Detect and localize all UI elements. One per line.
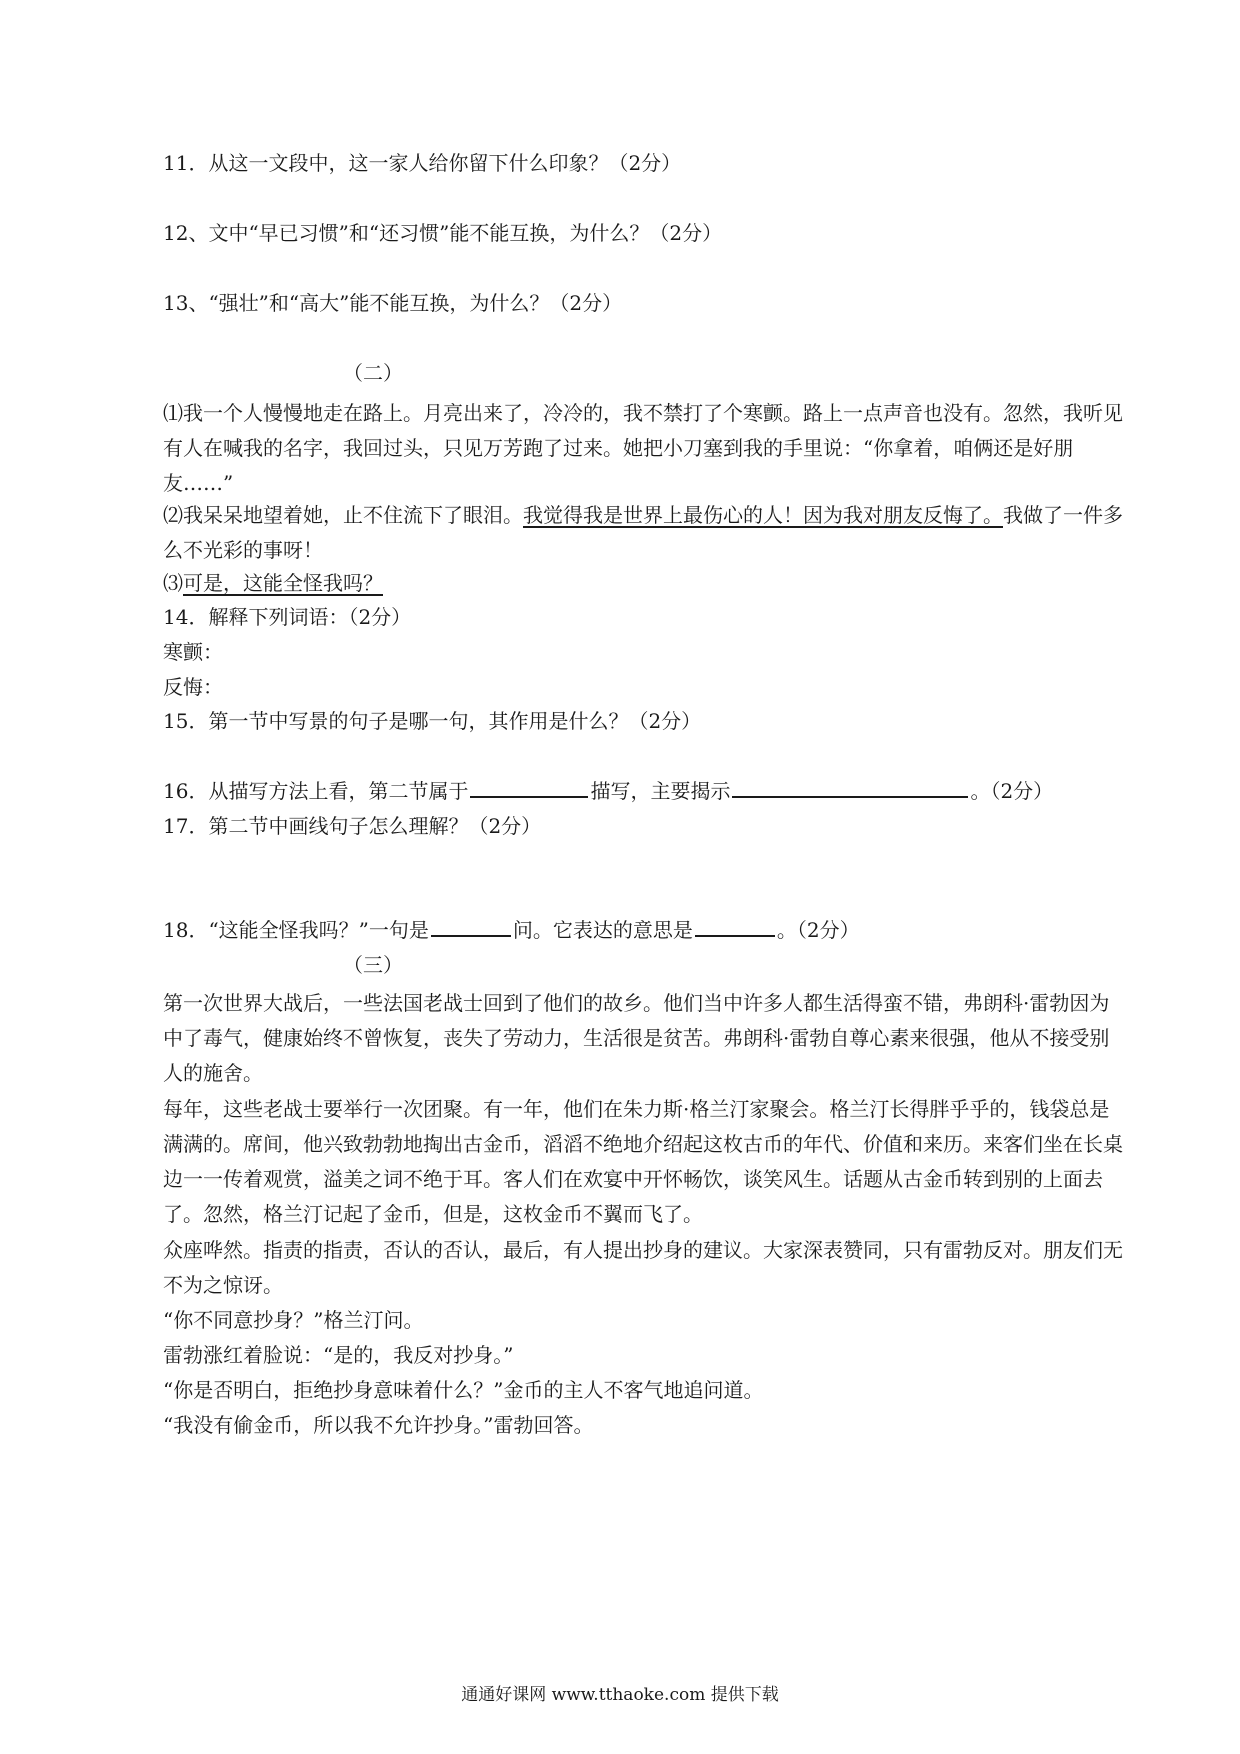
p3-underlined-sentence: 可是，这能全怪我吗？ <box>183 571 383 595</box>
section-2-paragraph-2 <box>163 498 1123 568</box>
section-3-paragraph-1: 第一次世界大战后，一些法国老战士回到了他们的故乡。他们当中许多人都生活得蛮不错，弗朗科·雷勃因为中了毒气，健康始终不曾恢复，丧失了劳动力，生活很是贫苦。弗朗科·雷勃自尊心素来很强，他从不接受别人的施舍。 <box>163 991 1110 1085</box>
section-2-paragraph-3 <box>163 568 383 598</box>
q16-blank-1[interactable] <box>470 776 588 798</box>
p2-prefix: ⑵我呆呆地望着她，止不住流下了眼泪。 <box>163 503 523 527</box>
p3-prefix: ⑶ <box>163 571 183 595</box>
question-13: 13、“强壮”和“高大”能不能互换，为什么？（2分） <box>163 291 623 315</box>
question-11: 11．从这一文段中，这一家人给你留下什么印象？（2分） <box>163 151 682 175</box>
q18-part-b: 问。它表达的意思是 <box>512 918 693 942</box>
q16-part-b: 描写，主要揭示 <box>590 779 731 803</box>
q18-blank-1[interactable] <box>431 915 511 937</box>
q16-blank-2[interactable] <box>732 776 968 798</box>
q18-part-a: 18．“这能全怪我吗？”一句是 <box>163 918 429 942</box>
question-17: 17．第二节中画线句子怎么理解？（2分） <box>163 814 542 838</box>
section-3-paragraph-2: 每年，这些老战士要举行一次团聚。有一年，他们在朱力斯·格兰汀家聚会。格兰汀长得胖乎乎的，钱袋总是满满的。席间，他兴致勃勃地掏出古金币，滔滔不绝地介绍起这枚古币的年代、价值和来历。来客们坐在长桌边一一传着观赏，溢美之词不绝于耳。客人们在欢宴中开怀畅饮，谈笑风生。话题从古金币转到别的上面去了。忽然，格兰汀记起了金币，但是，这枚金币不翼而飞了。 <box>163 1097 1123 1226</box>
section-3-heading: （三） <box>343 953 403 977</box>
question-16 <box>163 776 1053 806</box>
p2-suffix: 我做了一件多么不光彩的事呀！ <box>163 503 1123 562</box>
section-3-dialogue-2: 雷勃涨红着脸说：“是的，我反对抄身。” <box>163 1343 514 1367</box>
q18-blank-2[interactable] <box>695 915 775 937</box>
question-18 <box>163 915 860 945</box>
question-12: 12、文中“早已习惯”和“还习惯”能不能互换，为什么？（2分） <box>163 221 723 245</box>
question-14-word-2: 反悔： <box>163 675 223 699</box>
question-14: 14．解释下列词语：（2分） <box>163 605 412 629</box>
page-footer: 通通好课网 www.tthaoke.com 提供下载 <box>461 1685 779 1705</box>
section-2-heading: （二） <box>343 361 403 385</box>
section-2-paragraph-1: ⑴我一个人慢慢地走在路上。月亮出来了，冷冷的，我不禁打了个寒颤。路上一点声音也没有。忽然，我听见有人在喊我的名字，我回过头，只见万芳跑了过来。她把小刀塞到我的手里说：“你拿着，咱俩还是好朋友……” <box>163 401 1123 495</box>
q18-part-c: 。（2分） <box>776 918 860 942</box>
section-3-dialogue-3: “你是否明白，拒绝抄身意味着什么？”金币的主人不客气地追问道。 <box>163 1378 764 1402</box>
question-15: 15．第一节中写景的句子是哪一句，其作用是什么？（2分） <box>163 709 702 733</box>
p2-underlined-sentence: 我觉得我是世界上最伤心的人！因为我对朋友反悔了。 <box>523 503 1003 527</box>
q16-part-a: 16．从描写方法上看，第二节属于 <box>163 779 469 803</box>
section-3-paragraph-3: 众座哗然。指责的指责，否认的否认，最后，有人提出抄身的建议。大家深表赞同，只有雷勃反对。朋友们无不为之惊讶。 <box>163 1238 1123 1297</box>
section-3-dialogue-1: “你不同意抄身？”格兰汀问。 <box>163 1308 424 1332</box>
question-14-word-1: 寒颤： <box>163 640 223 664</box>
q16-part-c: 。（2分） <box>970 779 1054 803</box>
section-3-dialogue-4: “我没有偷金币，所以我不允许抄身。”雷勃回答。 <box>163 1413 594 1437</box>
